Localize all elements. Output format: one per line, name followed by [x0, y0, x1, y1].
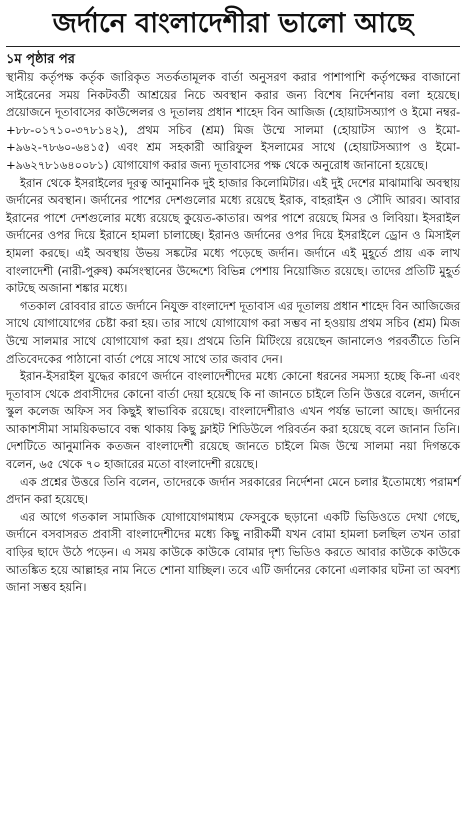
paragraph-6: এর আগে গতকাল সামাজিক যোগাযোগমাধ্যম ফেসবুকে ছড়ানো একটি ভিডিওতে দেখা গেছে, জর্দানে বসবাসরত প্রবাসী বাংলাদেশীদের মধ্যে কিছু নারীকর্মী যখন বোমা হামলা চলছিল তখন তারা বাড়ির ছাদে উঠে পড়েন। এ সময় কাউকে কাউকে বোমার দৃশ্য ভিডিও করতে আবার কাউকে কাউকে আতঙ্কিত হয়ে আল্লাহর নাম নিতে শোনা যাচ্ছিল। তবে এটি জর্দানের কোনো এলাকার ঘটনা তা অবশ্য জানা সম্ভব হয়নি।	[6, 509, 460, 595]
paragraph-2: ইরান থেকে ইসরাইলের দূরত্ব আনুমানিক দুই হাজার কিলোমিটার। এই দুই দেশের মাঝামাঝি অবস্থায় জর্দানের অবস্থান। জর্দানের পাশের দেশগুলোর মধ্যে রয়েছে ইরাক, বাহরাইন ও সৌদি আরব। আবার ইরানের পাশে দেশগুলোর মধ্যে রয়েছে কুয়েত-কাতার। অপর পাশে রয়েছে মিসর ও লিবিয়া। ইসরাইল জর্দানের ওপর দিয়ে ইরানে হামলা চালাচ্ছে। ইরানও জর্দানের ওপর দিয়ে ইসরাইলে ড্রোন ও মিসাইল হামলা করছে। এই অবস্থায় উভয় সঙ্কটের মধ্যে পড়েছে জর্দান। জর্দানে এই মুহূর্তে প্রায় এক লাখ বাংলাদেশী (নারী-পুরুষ) কর্মসংস্থানের উদ্দেশ্যে বিভিন্ন পেশায় নিয়োজিত রয়েছে। তাদের প্রতিটি মুহূর্ত কাটছে অজানা শঙ্কার মধ্যে।	[6, 175, 460, 296]
headline-divider	[6, 46, 460, 47]
paragraph-1: স্থানীয় কর্তৃপক্ষ কর্তৃক জারিকৃত সতর্কতামূলক বার্তা অনুসরণ করার পাশাপাশি কর্তৃপক্ষের বাজানো সাইরেনের সময় নিকটবর্তী আশ্রয়ের নিচে অবস্থান করার জন্য বিশেষ নির্দেশনায় বলা হয়েছে। প্রয়োজনে দূতাবাসের কাউন্সেলর ও দূতালয় প্রধান শাহেদ বিন আজিজ (হোয়াটসঅ্যাপ ও ইমো নম্বর-+৮৮-০১৭১০-৩৭৮১৪২), প্রথম সচিব (শ্রম) মিজ উম্মে সালমা (হোয়াটস অ্যাপ ও ইমো-+৯৬২-৭৮৬০-৬৪১৫) এবং শ্রম সহকারী আরিফুল ইসলামের সাথে (হোয়াটসঅ্যাপ ও ইমো-+৯৬২৭৮১৬৪০০৮১) যোগাযোগ করার জন্য দূতাবাসের পক্ষ থেকে অনুরোধ জানানো হয়েছে।	[6, 70, 460, 172]
paragraph-5: এক প্রশ্নের উত্তরে তিনি বলেন, তাদেরকে জর্দান সরকারের নির্দেশনা মেনে চলার ইতোমধ্যে পরামর্শ প্রদান করা হয়েছে।	[6, 474, 460, 507]
headline: জর্দানে বাংলাদেশীরা ভালো আছে	[52, 8, 414, 39]
continued-from-label: ১ম পৃষ্ঠার পর	[6, 52, 75, 67]
paragraph-4: ইরান-ইসরাইল যুদ্ধের কারণে জর্দানে বাংলাদেশীদের মধ্যে কোনো ধরনের সমস্যা হচ্ছে কি-না এবং দূতাবাস থেকে প্রবাসীদের কোনো বার্তা দেয়া হয়েছে কি না জানতে চাইলে তিনি উত্তরে বলেন, জর্দানে স্কুল কলেজ অফিস সব কিছুই স্বাভাবিক রয়েছে। বাংলাদেশীরাও এখন পর্যন্ত ভালো আছে। জর্দানের আকাশসীমা সাময়িকভাবে বন্ধ থাকায় কিছু ফ্লাইট শিডিউলে পরিবর্তন করা হয়েছে বলে জানান তিনি। দেশটিতে আনুমানিক কতজন বাংলাদেশী রয়েছে জানতে চাইলে মিজ উম্মে সালমা নয়া দিগন্তকে বলেন, ৬৫ থেকে ৭০ হাজারের মতো বাংলাদেশী রয়েছে।	[6, 369, 460, 472]
paragraph-3: গতকাল রোববার রাতে জর্দানে নিযুক্ত বাংলাদেশ দূতাবাস এর দূতালয় প্রধান শাহেদ বিন আজিজের সাথে যোগাযোগের চেষ্টা করা হয়। তার সাথে যোগাযোগ করা সম্ভব না হওয়ায় প্রথম সচিব (শ্রম) মিজ উম্মে সালমার সাথে যোগাযোগ করা হয়। প্রথমে তিনি মিটিংয়ে রয়েছেন জানালেও পরবর্তীতে তিনি প্রতিবেদকের পাঠানো বার্তা পেয়ে সাথে সাথে তার জবাব দেন।	[6, 298, 460, 366]
